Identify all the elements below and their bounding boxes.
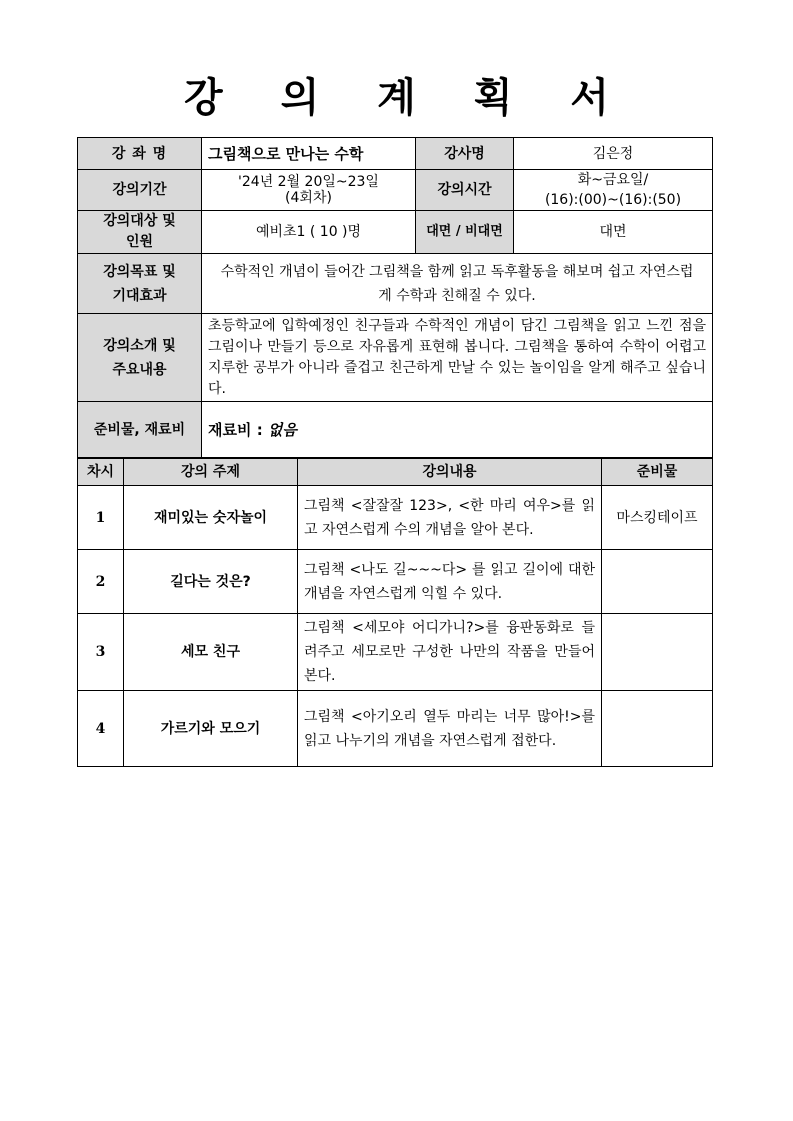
table-row <box>78 486 713 550</box>
course-name-label: 강 좌 명 <box>78 138 202 170</box>
time-days: 화~금요일/ <box>577 172 649 188</box>
header-prep: 준비물 <box>602 459 713 486</box>
session-topic: 세모 친구 <box>124 614 298 691</box>
materials-prefix: 재료비 : <box>208 420 268 439</box>
period-sessions: (4회차) <box>285 190 332 206</box>
table-row <box>78 614 713 691</box>
course-info-table <box>77 137 713 458</box>
goal-label <box>78 254 202 314</box>
session-topic: 가르기와 모으기 <box>124 691 298 767</box>
target-value: 예비초1 ( 10 )명 <box>202 211 416 254</box>
intro-label-line2: 주요내용 <box>112 361 167 378</box>
materials-amount: 없음 <box>267 420 297 439</box>
goal-label-line1: 강의목표 및 <box>103 263 176 280</box>
instructor-label: 강사명 <box>416 138 514 170</box>
session-number: 3 <box>78 614 124 691</box>
session-number: 2 <box>78 550 124 614</box>
time-value <box>514 170 713 211</box>
target-label <box>78 211 202 254</box>
session-prep: 마스킹테이프 <box>602 486 713 550</box>
header-session: 차시 <box>78 459 124 486</box>
instructor-value: 김은정 <box>514 138 713 170</box>
session-content: 그림책 <아기오리 열두 마리는 너무 많아!>를 읽고 나누기의 개념을 자연스럽게 접한다. <box>298 691 602 767</box>
target-label-line1: 강의대상 및 <box>103 213 176 229</box>
session-prep <box>602 550 713 614</box>
session-prep <box>602 614 713 691</box>
page-title: 강 의 계 획 서 <box>184 75 631 121</box>
mode-value: 대면 <box>514 211 713 254</box>
session-prep <box>602 691 713 767</box>
intro-label-line1: 강의소개 및 <box>103 337 176 354</box>
goal-label-line2: 기대효과 <box>112 287 167 304</box>
mode-label: 대면 / 비대면 <box>416 211 514 254</box>
intro-value: 초등학교에 입학예정인 친구들과 수학적인 개념이 담긴 그림책을 읽고 느낀 점을 그림이나 만들기 등으로 자유롭게 표현해 봅니다. 그림책을 통하여 수학이 어렵고 지루한 공부가 아니라 즐겁고 친근하게 만날 수 있는 놀이임을 알게 해주고 싶습니다. <box>202 314 713 402</box>
period-dates: '24년 2월 20일~23일 <box>238 174 379 190</box>
session-number: 4 <box>78 691 124 767</box>
period-value <box>202 170 416 211</box>
course-name-value: 그림책으로 만나는 수학 <box>202 138 416 170</box>
period-label: 강의기간 <box>78 170 202 211</box>
table-row <box>78 691 713 767</box>
materials-label: 준비물, 재료비 <box>78 402 202 458</box>
header-topic: 강의 주제 <box>124 459 298 486</box>
table-row <box>78 550 713 614</box>
session-number: 1 <box>78 486 124 550</box>
schedule-table <box>77 458 713 767</box>
header-content: 강의내용 <box>298 459 602 486</box>
session-content: 그림책 <나도 길~~~다> 를 읽고 길이에 대한 개념을 자연스럽게 익힐 수 있다. <box>298 550 602 614</box>
session-topic: 재미있는 숫자놀이 <box>124 486 298 550</box>
target-label-line2: 인원 <box>125 234 154 250</box>
time-hours: (16):(00)~(16):(50) <box>544 192 682 208</box>
session-content: 그림책 <세모야 어디가니?>를 융판동화로 들려주고 세모로만 구성한 나만의 작품을 만들어 본다. <box>298 614 602 691</box>
materials-value <box>202 402 713 458</box>
goal-value: 수학적인 개념이 들어간 그림책을 함께 읽고 독후활동을 해보며 쉽고 자연스럽게 수학과 친해질 수 있다. <box>202 254 713 314</box>
session-topic: 길다는 것은? <box>124 550 298 614</box>
intro-label <box>78 314 202 402</box>
time-label: 강의시간 <box>416 170 514 211</box>
session-content: 그림책 <잘잘잘 123>, <한 마리 여우>를 읽고 자연스럽게 수의 개념을 알아 본다. <box>298 486 602 550</box>
